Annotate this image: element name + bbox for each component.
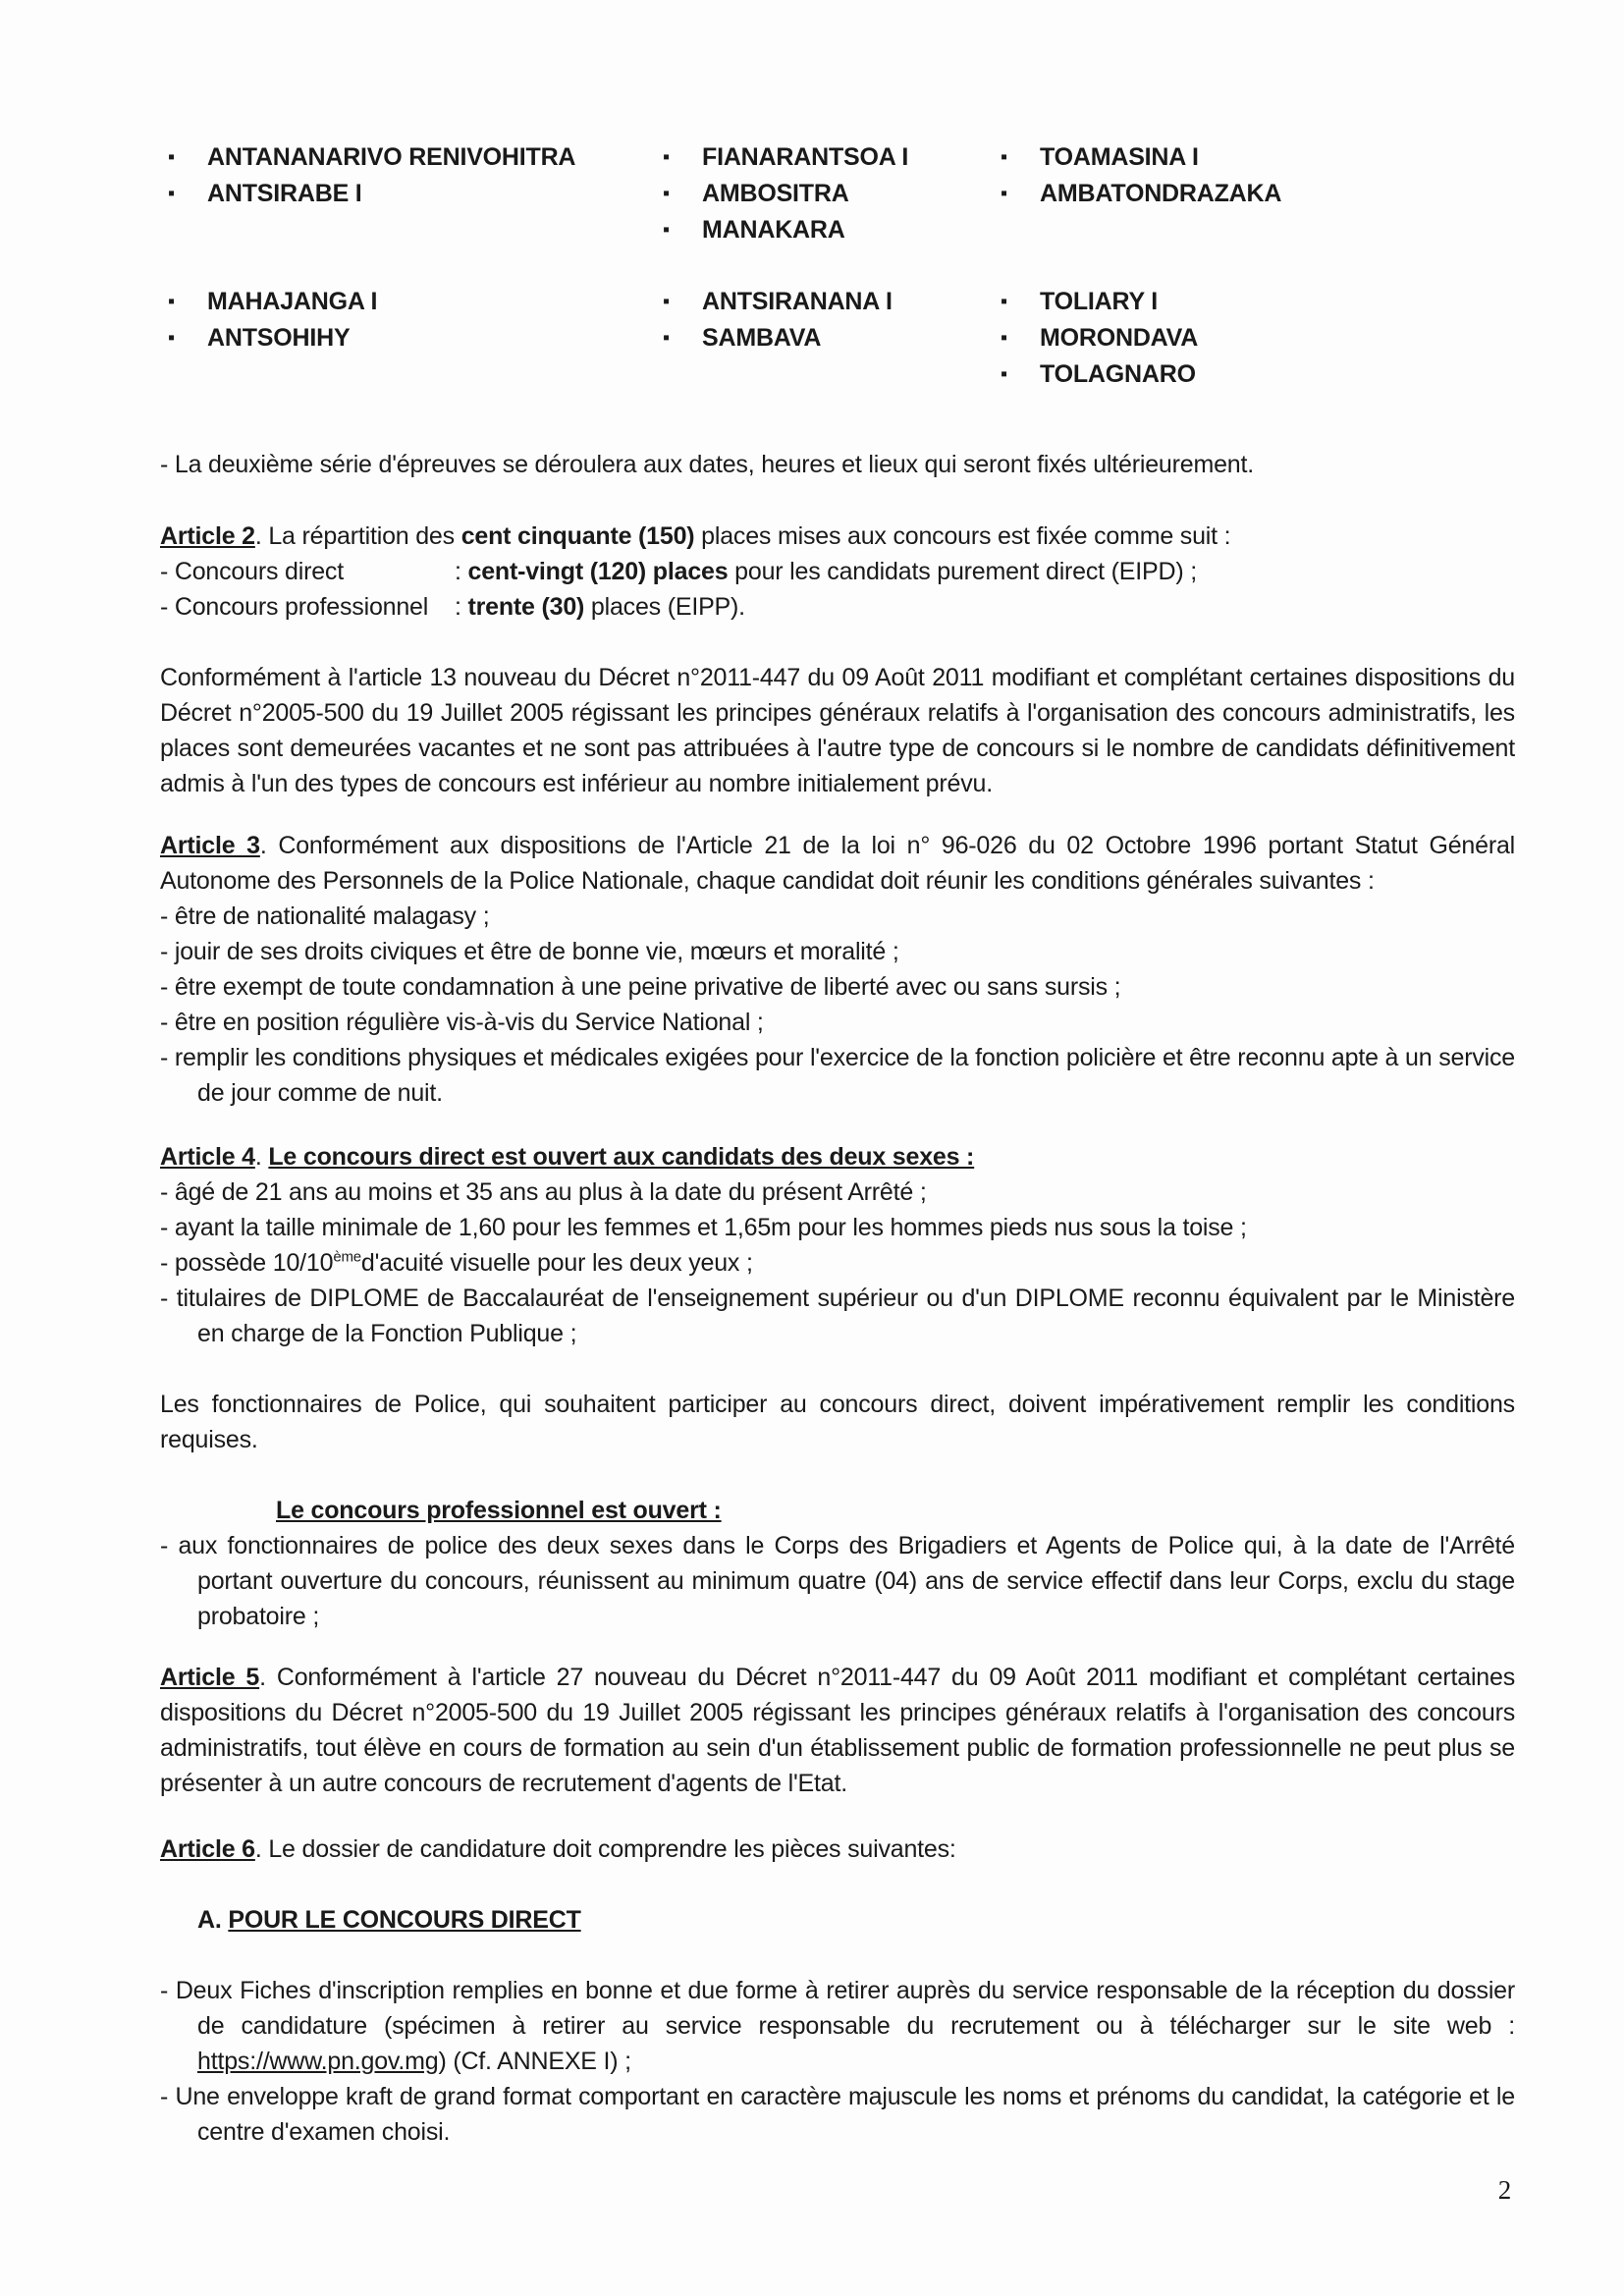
article-6-intro: [160, 1831, 1515, 1867]
section-title: POUR LE CONCOURS DIRECT: [228, 1906, 581, 1934]
article-3: [160, 828, 1515, 1111]
professional-places: trente (30): [467, 593, 585, 621]
requirement-item: - titulaires de DIPLOME de Baccalauréat de l'enseignement supérieur ou d'un DIPLOME reconnu équivalent par le Ministère en charge de la Fonction Publique ;: [160, 1285, 1515, 1347]
center-item: ▪ MAHAJANGA I: [160, 284, 655, 320]
centers-column: [655, 139, 993, 248]
condition-item: - être de nationalité malagasy ;: [160, 902, 490, 930]
center-item: ▪ ANTANANARIVO RENIVOHITRA: [160, 139, 655, 176]
dossier-item: [160, 1973, 1515, 2079]
article-3-intro-text: . Conformément aux dispositions de l'Article 21 de la loi n° 96-026 du 02 Octobre 1996 portant Statut Général Autonome des Personnels de la Police Nationale, chaque candidat doit réunir les conditions générales suivantes :: [160, 832, 1515, 895]
website-link[interactable]: https://www.pn.gov.mg: [197, 2048, 439, 2075]
professional-separator: :: [455, 593, 468, 621]
requirement-item: - âgé de 21 ans au moins et 35 ans au plus à la date du présent Arrêté ;: [160, 1178, 927, 1206]
article-5: [160, 1660, 1515, 1801]
direct-description: pour les candidats purement direct (EIPD) ;: [728, 558, 1197, 585]
exam-centers-group-1: [160, 139, 1368, 248]
center-item: ▪ TOAMASINA I: [993, 139, 1326, 176]
article-2-direct: [160, 554, 1515, 589]
section-a-heading: [160, 1902, 1515, 1938]
condition-item: - jouir de ses droits civiques et être de bonne vie, mœurs et moralité ;: [160, 938, 899, 965]
acuity-superscript: ème: [333, 1248, 361, 1266]
professional-description: places (EIPP).: [584, 593, 745, 621]
center-item: ▪ FIANARANTSOA I: [655, 139, 993, 176]
professional-label: - Concours professionnel: [160, 593, 429, 621]
article-3-intro: [160, 828, 1515, 899]
centers-column: [993, 139, 1326, 248]
condition-item: - être en position régulière vis-à-vis du Service National ;: [160, 1009, 764, 1036]
second-series-note: - La deuxième série d'épreuves se déroulera aux dates, heures et lieux qui seront fixés ultérieurement.: [160, 451, 1254, 478]
dossier-item-text: - Deux Fiches d'inscription remplies en bonne et due forme à retirer auprès du service responsable de la réception du dossier de candidature (spécimen à retirer au service responsable du recrutement ou à télécharger sur le site web :: [160, 1977, 1515, 2040]
section-letter: A.: [197, 1906, 222, 1934]
centers-column: [160, 284, 655, 393]
centers-column: [655, 284, 993, 393]
article-6: [160, 1831, 1515, 2150]
article-4-heading: [160, 1139, 1515, 1175]
center-item: ▪ ANTSIRANANA I: [655, 284, 993, 320]
article-4: [160, 1139, 1515, 1634]
article-5-body: . Conformément à l'article 27 nouveau du Décret n°2011-447 du 09 Août 2011 modifiant et complétant certaines dispositions du Décret n°2005-500 du 19 Juillet 2005 régissant les principes généraux relatifs à l'organisation des concours administratifs, tout élève en cours de formation au sein d'un établissement public de formation professionnelle ne peut plus se présenter à un autre concours de recrutement d'agents de l'Etat.: [160, 1664, 1516, 1797]
article-2-professional: [160, 589, 1515, 625]
article-4-title: Le concours direct est ouvert aux candidats des deux sexes :: [268, 1143, 975, 1171]
exam-centers-list: [160, 139, 1368, 393]
direct-places: cent-vingt (120) places: [467, 558, 729, 585]
center-item: ▪ AMBOSITRA: [655, 176, 993, 212]
center-item: ▪ MORONDAVA: [993, 320, 1326, 356]
acuity-text-end: d'acuité visuelle pour les deux yeux ;: [360, 1249, 753, 1277]
professional-heading: [160, 1493, 1515, 1528]
requirement-item: - ayant la taille minimale de 1,60 pour les femmes et 1,65m pour les hommes pieds nus sous la toise ;: [160, 1214, 1247, 1241]
professional-requirement: - aux fonctionnaires de police des deux sexes dans le Corps des Brigadiers et Agents de Police qui, à la date de l'Arrêté portant ouverture du concours, réunissent au minimum quatre (04) ans de service effectif dans leur Corps, exclu du stage probatoire ;: [160, 1532, 1515, 1630]
condition-item: - remplir les conditions physiques et médicales exigées pour l'exercice de la fonction policière et être reconnu apte à un service de jour comme de nuit.: [160, 1044, 1515, 1107]
center-item: ▪ MANAKARA: [655, 212, 993, 248]
police-officers-note: Les fonctionnaires de Police, qui souhaitent participer au concours direct, doivent impérativement remplir les conditions requises.: [160, 1391, 1515, 1453]
dossier-item-text-end: ) (Cf. ANNEXE I) ;: [438, 2048, 631, 2075]
professional-heading-text: Le concours professionnel est ouvert :: [276, 1497, 722, 1524]
center-item: ▪ TOLIARY I: [993, 284, 1326, 320]
article-2-intro-end: places mises aux concours est fixée comme suit :: [694, 522, 1231, 550]
direct-label: - Concours direct: [160, 558, 344, 585]
direct-separator: :: [455, 558, 468, 585]
article-2-total-places: cent cinquante (150): [460, 522, 695, 550]
article-2-label: Article 2: [160, 522, 255, 550]
article-6-label: Article 6: [160, 1835, 255, 1863]
article-5-text: [160, 1660, 1515, 1801]
article-2: [160, 519, 1515, 801]
dossier-item: - Une enveloppe kraft de grand format comportant en caractère majuscule les noms et prénoms du candidat, la catégorie et le centre d'examen choisi.: [160, 2083, 1515, 2146]
article-2-intro-text: . La répartition des: [254, 522, 461, 550]
requirement-item: [160, 1245, 1515, 1281]
article-4-label: Article 4: [160, 1143, 255, 1171]
article-2-intro: [160, 519, 1515, 554]
article-6-body: . Le dossier de candidature doit comprendre les pièces suivantes:: [254, 1835, 956, 1863]
article-3-label: Article 3: [160, 832, 260, 859]
center-item: ▪ TOLAGNARO: [993, 356, 1326, 393]
condition-item: - être exempt de toute condamnation à une peine privative de liberté avec ou sans sursis ;: [160, 973, 1121, 1001]
exam-centers-group-2: [160, 284, 1368, 393]
article-4-separator: .: [254, 1143, 269, 1171]
acuity-text: - possède 10/10: [160, 1249, 334, 1277]
center-item: ▪ AMBATONDRAZAKA: [993, 176, 1326, 212]
article-5-label: Article 5: [160, 1664, 260, 1691]
center-item: ▪ ANTSOHIHY: [160, 320, 655, 356]
center-item: ▪ SAMBAVA: [655, 320, 993, 356]
center-item: ▪ ANTSIRABE I: [160, 176, 655, 212]
page-number: 2: [1497, 2175, 1511, 2205]
centers-column: [993, 284, 1326, 393]
centers-column: [160, 139, 655, 248]
article-2-conformement: Conformément à l'article 13 nouveau du Décret n°2011-447 du 09 Août 2011 modifiant et complétant certaines dispositions du Décret n°2005-500 du 19 Juillet 2005 régissant les principes généraux relatifs à l'organisation des concours administratifs, les places sont demeurées vacantes et ne sont pas attribuées à l'autre type de concours si le nombre de candidats définitivement admis à l'un des types de concours est inférieur au nombre initialement prévu.: [160, 664, 1515, 797]
